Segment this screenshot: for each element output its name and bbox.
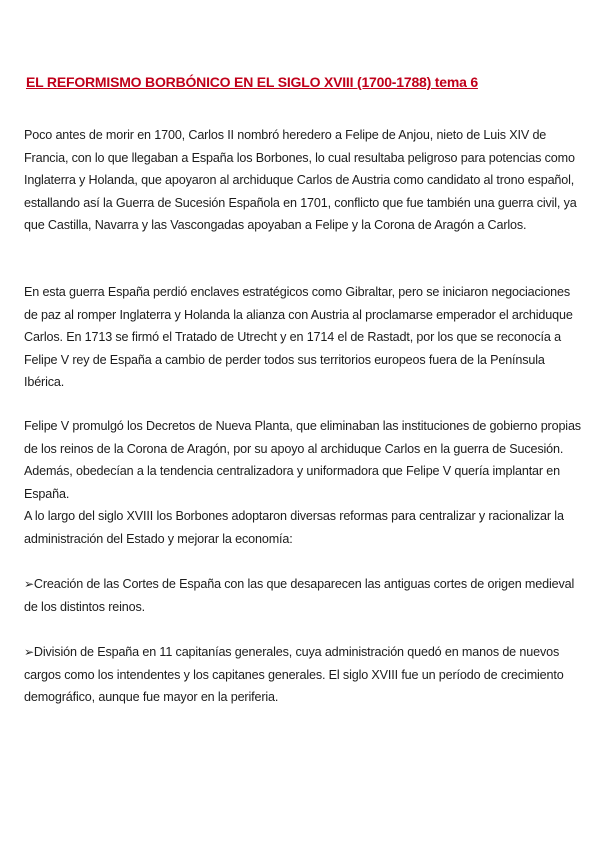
paragraph-nueva-planta-block bbox=[24, 415, 584, 551]
arrow-bullet-icon: ➢ bbox=[24, 577, 34, 591]
paragraph-nueva-planta: Felipe V promulgó los Decretos de Nueva Planta, que eliminaban las instituciones de gobierno propias de los reinos de la Corona de Aragón, por su apoyo al archiduque Carlos en la guerra de Sucesión. Además, obedecían a la tendencia centralizadora y uniformadora que Felipe V quería implantar en España. bbox=[24, 419, 581, 501]
bullet-text: División de España en 11 capitanías generales, cuya administración quedó en manos de nuevos cargos como los intendentes y los capitanes generales. El siglo XVIII fue un período de crecimiento demográfico, aunque fue mayor en la periferia. bbox=[24, 645, 564, 705]
paragraph-reforms-intro: A lo largo del siglo XVIII los Borbones adoptaron diversas reformas para centralizar y racionalizar la administración del Estado y mejorar la economía: bbox=[24, 509, 564, 546]
paragraph-peace-treaties: En esta guerra España perdió enclaves estratégicos como Gibraltar, pero se iniciaron negociaciones de paz al romper Inglaterra y Holanda la alianza con Austria al proclamarse emperador el archiduque Carlos. En 1713 se firmó el Tratado de Utrecht y en 1714 el de Rastadt, por los que se reconocía a Felipe V rey de España a cambio de perder todos sus territorios europeos fuera de la Península Ibérica. bbox=[24, 285, 573, 390]
paragraph-succession-war: Poco antes de morir en 1700, Carlos II nombró heredero a Felipe de Anjou, nieto de Luis XIV de Francia, con lo que llegaban a España los Borbones, lo cual resultaba peligroso para potencias como Inglaterra y Holanda, que apoyaron al archiduque Carlos de Austria como candidato al trono español, estallando así la Guerra de Sucesión Española en 1701, conflicto que fue también una guerra civil, ya que Castilla, Navarra y las Vascongadas apoyaban a Felipe y la Corona de Aragón a Carlos. bbox=[24, 128, 577, 233]
arrow-bullet-icon: ➢ bbox=[24, 645, 34, 659]
document-title: EL REFORMISMO BORBÓNICO EN EL SIGLO XVIII (1700-1788) tema 6 bbox=[26, 74, 478, 90]
bullet-text: Creación de las Cortes de España con las que desaparecen las antiguas cortes de origen medieval de los distintos reinos. bbox=[24, 577, 575, 614]
bullet-item-capitanias bbox=[24, 641, 584, 709]
bullet-item-cortes bbox=[24, 573, 584, 618]
